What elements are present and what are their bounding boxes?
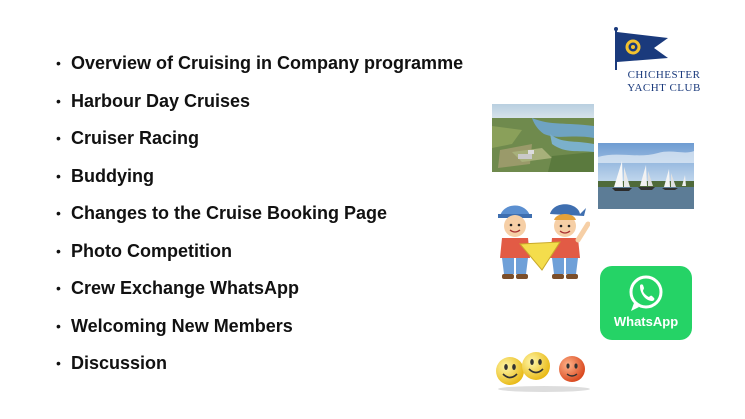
smiley-faces-image [494, 340, 594, 392]
logo-line-1: CHICHESTER [627, 69, 701, 81]
agenda-item-label: Photo Competition [71, 240, 232, 261]
aerial-harbour-photo [492, 104, 594, 172]
bullet: • [56, 55, 61, 71]
agenda-item [56, 50, 463, 88]
agenda-item-label: Cruiser Racing [71, 128, 200, 148]
club-logo [610, 26, 700, 98]
agenda-item-label: Changes to the Cruise Booking Page [71, 203, 388, 223]
logo-line-2: YACHT CLUB [627, 82, 701, 94]
agenda-item [56, 350, 463, 388]
agenda-item-label: Discussion [71, 353, 168, 373]
bullet: • [56, 355, 61, 371]
agenda-item [56, 313, 463, 351]
bullet: • [56, 130, 61, 146]
sailing-yachts-photo [598, 143, 694, 209]
club-burgee-icon [610, 26, 670, 70]
whatsapp-logo [600, 266, 692, 340]
bullet: • [56, 205, 61, 221]
agenda-item [56, 125, 463, 163]
agenda-list [56, 50, 463, 388]
agenda-item-label: Harbour Day Cruises [71, 90, 251, 111]
agenda-item-label: Overview of Cruising in Company programme [71, 53, 464, 73]
bullet: • [56, 317, 61, 334]
agenda-item [56, 88, 463, 126]
cartoon-children-holding-flag [490, 198, 590, 284]
agenda-item-label: Buddying [71, 165, 154, 186]
agenda-item-label: Crew Exchange WhatsApp [71, 278, 300, 298]
bullet: • [56, 242, 61, 259]
agenda-item [56, 275, 463, 313]
whatsapp-label: WhatsApp [613, 314, 679, 329]
agenda-item [56, 238, 463, 276]
bullet: • [56, 280, 61, 296]
agenda-item-label: Welcoming New Members [71, 315, 293, 336]
bullet: • [56, 167, 61, 184]
bullet: • [56, 92, 61, 109]
agenda-item [56, 200, 463, 238]
agenda-item [56, 163, 463, 201]
